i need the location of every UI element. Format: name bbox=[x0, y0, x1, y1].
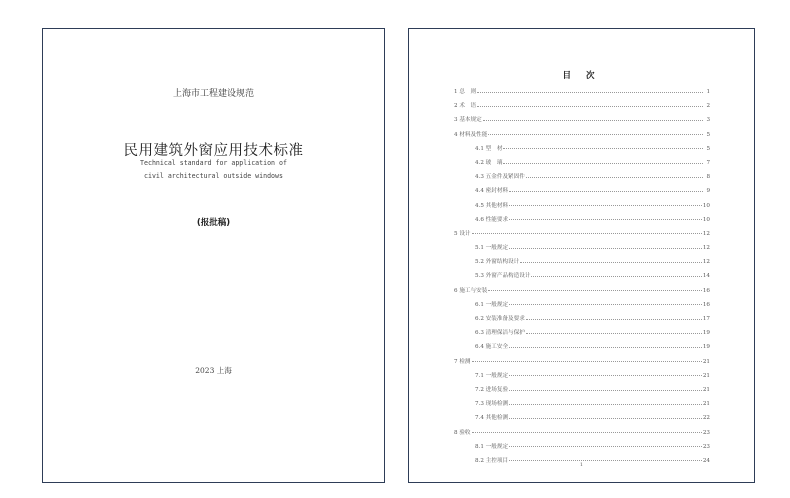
toc-entry-page: 21 bbox=[702, 401, 710, 408]
toc-entry bbox=[454, 128, 710, 142]
toc-entry-page: 14 bbox=[702, 273, 710, 280]
toc-dot-leader bbox=[483, 120, 703, 121]
toc-entry-page: 1 bbox=[706, 89, 710, 95]
toc-dot-leader bbox=[472, 233, 702, 234]
toc-dot-leader bbox=[509, 205, 702, 206]
toc-dot-leader bbox=[526, 319, 702, 320]
cover-issuer: 上海市工程建设规范 bbox=[172, 89, 254, 99]
toc-entry-page: 12 bbox=[702, 259, 710, 266]
toc-dot-leader bbox=[472, 361, 702, 362]
toc-dot-leader bbox=[509, 347, 702, 348]
toc-entry bbox=[454, 355, 710, 369]
toc-entry-page: 21 bbox=[702, 372, 710, 379]
toc-dot-leader bbox=[509, 446, 702, 447]
toc-entry bbox=[454, 170, 710, 184]
toc-entry-page: 21 bbox=[702, 386, 710, 393]
toc-entry-label: 2 术 语 bbox=[454, 103, 477, 110]
toc-entry-page: 10 bbox=[702, 216, 710, 223]
toc-entry-label: 3 基本规定 bbox=[454, 117, 482, 124]
toc-entry bbox=[454, 85, 710, 99]
toc-entry-page: 19 bbox=[702, 330, 710, 337]
toc-entry bbox=[454, 113, 710, 127]
toc-entry bbox=[454, 199, 710, 213]
toc-entry-label: 6 施工与安装 bbox=[454, 287, 488, 294]
toc-entry-page: 7 bbox=[706, 159, 710, 166]
toc-dot-leader bbox=[509, 248, 702, 249]
toc-entry-page: 5 bbox=[706, 131, 710, 138]
toc-entry-page: 5 bbox=[706, 145, 710, 152]
toc-entry bbox=[454, 312, 710, 326]
cover-title-chinese: 民用建筑外窗应用技术标准 bbox=[123, 143, 304, 159]
toc-entry-label: 4.2 玻 璃 bbox=[475, 159, 503, 166]
toc-entry bbox=[454, 227, 710, 241]
toc-entry-page: 12 bbox=[702, 245, 710, 252]
toc-page-number: 1 bbox=[579, 462, 584, 468]
toc-entry-page: 2 bbox=[706, 103, 710, 110]
toc-entry-label: 5.2 外窗结构设计 bbox=[475, 259, 520, 266]
toc-entry-page: 16 bbox=[702, 287, 710, 294]
toc-entry bbox=[454, 298, 710, 312]
toc-dot-leader bbox=[509, 390, 702, 391]
toc-entry-page: 24 bbox=[702, 457, 710, 464]
toc-entry-page: 21 bbox=[702, 358, 710, 365]
toc-entry-label: 4.3 五金件及紧固件 bbox=[475, 174, 525, 181]
cover-date-place: 2023 上海 bbox=[195, 366, 232, 375]
toc-heading: 目 次 bbox=[562, 71, 601, 81]
toc-dot-leader bbox=[509, 375, 702, 376]
toc-entry-label: 5.1 一般规定 bbox=[475, 245, 509, 252]
toc-entry-page: 3 bbox=[706, 117, 710, 124]
toc-entry-label: 7.3 现场检测 bbox=[475, 401, 509, 408]
table-of-contents-page bbox=[408, 28, 755, 483]
toc-dot-leader bbox=[477, 106, 703, 107]
toc-entry-label: 4.6 性能要求 bbox=[475, 216, 509, 223]
toc-entry bbox=[454, 284, 710, 298]
toc-entry bbox=[454, 156, 710, 170]
toc-entry-label: 7.4 其他检测 bbox=[475, 415, 509, 422]
toc-entry-label: 6.2 安装准备及要求 bbox=[475, 316, 525, 322]
toc-dot-leader bbox=[526, 333, 702, 334]
toc-dot-leader bbox=[503, 148, 703, 149]
toc-entry bbox=[454, 241, 710, 255]
toc-entry-label: 5.3 外窗产品构造设计 bbox=[475, 273, 531, 280]
toc-entry-label: 6.1 一般规定 bbox=[475, 301, 509, 308]
toc-entry-page: 16 bbox=[702, 301, 710, 308]
toc-entry bbox=[454, 440, 710, 454]
toc-entry-page: 9 bbox=[706, 188, 710, 195]
toc-entry bbox=[454, 184, 710, 198]
toc-entry bbox=[454, 269, 710, 283]
toc-entry-label: 8.2 主控项目 bbox=[475, 457, 509, 464]
toc-entry-label: 7 检测 bbox=[454, 358, 471, 365]
toc-entry bbox=[454, 369, 710, 383]
toc-entry-label: 4.4 密封材料 bbox=[475, 188, 509, 195]
cover-title-english-line-1: Technical standard for application of bbox=[140, 159, 287, 167]
cover-draft-label: (报批稿) bbox=[196, 218, 231, 228]
toc-entry-label: 1 总 则 bbox=[454, 89, 477, 95]
toc-dot-leader bbox=[488, 134, 703, 135]
toc-entry-label: 8.1 一般规定 bbox=[475, 443, 509, 450]
toc-dot-leader bbox=[509, 404, 702, 405]
toc-entry-label: 5 设计 bbox=[454, 230, 471, 237]
toc-dot-leader bbox=[503, 163, 703, 164]
toc-entry-page: 22 bbox=[702, 415, 710, 422]
toc-entry-label: 4 材料及性能 bbox=[454, 131, 488, 138]
toc-entry-label: 7.2 进场复验 bbox=[475, 386, 509, 393]
toc-dot-leader bbox=[472, 432, 702, 433]
toc-dot-leader bbox=[509, 418, 702, 419]
toc-list bbox=[454, 85, 710, 468]
toc-entry bbox=[454, 255, 710, 269]
toc-entry bbox=[454, 99, 710, 113]
toc-entry-page: 10 bbox=[702, 202, 710, 209]
toc-dot-leader bbox=[488, 290, 702, 291]
toc-entry-label: 4.5 其他材料 bbox=[475, 202, 509, 209]
toc-entry bbox=[454, 213, 710, 227]
toc-dot-leader bbox=[531, 276, 701, 277]
toc-entry-page: 17 bbox=[702, 316, 710, 322]
toc-entry-page: 23 bbox=[702, 429, 710, 436]
cover-page bbox=[42, 28, 385, 483]
toc-entry-page: 8 bbox=[706, 174, 710, 181]
toc-entry bbox=[454, 397, 710, 411]
toc-dot-leader bbox=[526, 177, 703, 178]
toc-entry-label: 4.1 型 材 bbox=[475, 145, 503, 152]
toc-entry bbox=[454, 326, 710, 340]
cover-title-english-line-2: civil architectural outside windows bbox=[144, 172, 283, 180]
toc-dot-leader bbox=[509, 219, 702, 220]
toc-entry-page: 23 bbox=[702, 443, 710, 450]
toc-entry-page: 12 bbox=[702, 230, 710, 237]
toc-entry-label: 6.4 施工安全 bbox=[475, 344, 509, 351]
toc-entry-label: 6.3 清理保洁与保护 bbox=[475, 330, 525, 337]
toc-dot-leader bbox=[509, 304, 702, 305]
toc-entry bbox=[454, 142, 710, 156]
toc-entry bbox=[454, 383, 710, 397]
toc-entry bbox=[454, 411, 710, 425]
toc-entry bbox=[454, 340, 710, 354]
toc-entry-label: 7.1 一般规定 bbox=[475, 372, 509, 379]
toc-entry-page: 19 bbox=[702, 344, 710, 351]
toc-dot-leader bbox=[509, 191, 703, 192]
toc-dot-leader bbox=[477, 92, 703, 93]
toc-entry-label: 8 验收 bbox=[454, 429, 471, 436]
toc-dot-leader bbox=[520, 262, 702, 263]
toc-entry bbox=[454, 426, 710, 440]
